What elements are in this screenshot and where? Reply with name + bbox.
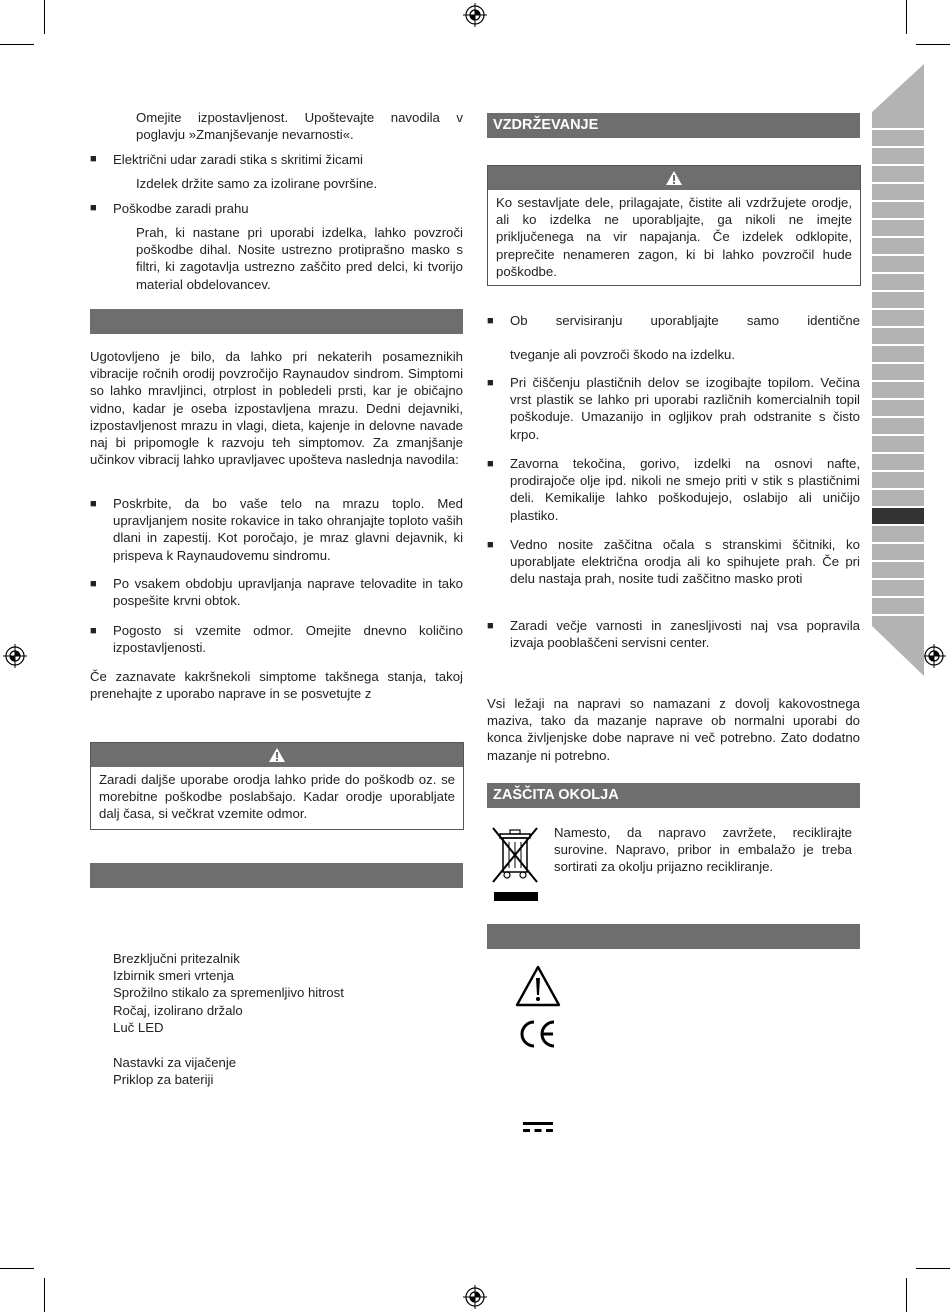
section-heading-parts — [90, 863, 463, 888]
exposure-paragraph: Omejite izpostavljenost. Upoštevajte navodila v poglavju »Zmanjševanje nevarnosti«. — [136, 110, 463, 143]
symptoms-paragraph: Če zaznavate kakršnekoli simptome takšnega stanja, takoj prenehajte z uporabo naprave in se posvetujte z — [90, 669, 463, 702]
vibration-bullet-breaks: Pogosto si vzemite odmor. Omejite dnevno količino izpostavljenosti. — [113, 623, 463, 656]
tab-strip-top-triangle — [872, 64, 924, 112]
language-tab[interactable] — [872, 184, 924, 200]
language-tab[interactable] — [872, 454, 924, 470]
language-tab[interactable] — [872, 328, 924, 344]
language-tab[interactable] — [872, 472, 924, 488]
registration-mark-left-icon — [3, 644, 27, 668]
language-tab[interactable] — [872, 292, 924, 308]
environment-text: Namesto, da napravo zavržete, reciklirajte surovine. Napravo, pribor in embalažo je treba sortirati za okolju prijazno recikliranje. — [554, 825, 852, 875]
part-item: Brezključni pritezalnik — [113, 951, 240, 966]
vibration-paragraph: Ugotovljeno je bilo, da lahko pri nekaterih posameznikih vibracije ročnih orodij povzročijo Raynaudov sindrom. Simptomi so lahko mravljinci, otrplost in pobledeli prsti, kar je običajno vidno, kadar je oseba izpostavljena mrazu. Dedni dejavniki, izpostavljenost mrazu in vlagi, dieta, kajenje in delovne navade naj bi pripomogle k razvoju teh simptomov. Za zmanjšanje učinkov vibracij lahko upravljavec upošteva naslednja navodila: — [90, 349, 463, 468]
parts-list — [113, 950, 463, 1036]
language-tab[interactable] — [872, 220, 924, 236]
language-tab[interactable] — [872, 166, 924, 182]
language-tab[interactable] — [872, 274, 924, 290]
bullet-icon: ■ — [90, 578, 97, 590]
bullet-service-parts: Ob servisiranju uporabljajte samo identične — [510, 313, 860, 328]
registration-mark-bottom-icon — [463, 1285, 487, 1309]
language-tab[interactable] — [872, 580, 924, 596]
warning-triangle-icon — [268, 747, 286, 763]
language-tab[interactable] — [872, 202, 924, 218]
language-tab[interactable] — [872, 256, 924, 272]
part-item: Sprožilno stikalo za spremenljivo hitrost — [113, 985, 344, 1001]
bullet-fluids: Zavorna tekočina, gorivo, izdelki na osnovi nafte, prodirajoče olje ipd. nikoli ne smejo priti v stik s plastičnimi deli. Kemikalije lahko poškodujejo, oslabijo ali uničijo plastiko. — [510, 456, 860, 523]
language-tab[interactable] — [872, 364, 924, 380]
language-tab[interactable] — [872, 616, 924, 626]
language-tab[interactable] — [872, 130, 924, 146]
crop-mark-top-left-v — [44, 0, 45, 34]
vibration-bullet-exercise: Po vsakem obdobju upravljanja naprave telovadite in tako pospešite krvni obtok. — [113, 576, 463, 609]
dust-hazard-text: Prah, ki nastane pri uporabi izdelka, lahko povzroči poškodbe dihal. Nosite ustrezno protiprašno masko s filtri, ki zagotavlja ustrezno zaščito pred delci, ki tvorijo material obdelovancev. — [136, 225, 463, 292]
registration-mark-right-icon — [922, 644, 946, 668]
shock-hazard-text: Izdelek držite samo za izolirane površine. — [136, 176, 378, 191]
bullet-solvents: Pri čiščenju plastičnih delov se izogibajte topilom. Večina vrst plastik se lahko pri uporabi različnih komercialnih topil poškoduje. Umazanijo in ogljikov prah odstranite s čisto krpo. — [510, 375, 860, 442]
bullet-icon: ■ — [487, 620, 494, 632]
language-tab[interactable] — [872, 490, 924, 506]
crop-mark-top-right-v — [906, 0, 907, 34]
bullet-icon: ■ — [487, 315, 494, 327]
language-tab[interactable] — [872, 148, 924, 164]
warning-box-header — [488, 166, 860, 190]
warning-text-maintenance: Ko sestavljate dele, prilagajate, čistite ali vzdržujete orodje, ali ko izdelka ne uporabljajte, ga nikoli ne imejte priključenega na vir napajanja. Če izdelek odklopite, preprečite nenameren zagon, ki bi lahko povzročil hude poškodbe. — [496, 195, 852, 279]
warning-triangle-icon — [665, 170, 683, 186]
part-item: Luč LED — [113, 1019, 164, 1035]
vibration-bullet-warm: Poskrbite, da bo vaše telo na mrazu toplo. Med upravljanjem nosite rokavice in tako ohranjajte toploto vaših dlani in zapestij. Kot poročajo, je mraz glavni dejavnik, ki prispeva k Raynaudovemu sindromu. — [113, 496, 463, 563]
bullet-icon: ■ — [487, 377, 494, 389]
language-tab[interactable] — [872, 346, 924, 362]
bullet-service-parts-continued: tveganje ali povzroči škodo na izdelku. — [510, 347, 736, 362]
bullet-icon: ■ — [487, 539, 494, 551]
language-tab-active[interactable] — [872, 508, 924, 524]
language-tab[interactable] — [872, 400, 924, 416]
crop-mark-top-left-h — [0, 44, 34, 45]
language-tab[interactable] — [872, 112, 924, 128]
bullet-icon: ■ — [90, 202, 97, 214]
section-heading-symbols — [487, 924, 860, 949]
lubrication-paragraph: Vsi ležaji na napravi so namazani z dovolj kakovostnega maziva, tako da mazanje naprave ob normalni uporabi do konca življenjske dobe naprave ni več potrebno. Zato dodatno mazanje ni potrebno. — [487, 696, 860, 763]
section-heading-vibration — [90, 309, 463, 334]
weee-crossed-bin-icon — [489, 824, 541, 904]
language-tab[interactable] — [872, 382, 924, 398]
crop-mark-bottom-right-h — [916, 1268, 950, 1269]
crop-mark-bottom-right-v — [906, 1278, 907, 1312]
language-tab[interactable] — [872, 598, 924, 614]
language-tab[interactable] — [872, 310, 924, 326]
warning-box-header — [91, 743, 463, 767]
shock-hazard-title: Električni udar zaradi stika s skritimi žicami — [113, 152, 363, 167]
crop-mark-top-right-h — [916, 44, 950, 45]
dust-hazard-title: Poškodbe zaradi prahu — [113, 201, 249, 216]
caution-triangle-icon — [514, 964, 562, 1008]
language-tab[interactable] — [872, 418, 924, 434]
part-item: Nastavki za vijačenje — [113, 1055, 237, 1070]
part-item: Priklop za bateriji — [113, 1072, 214, 1088]
bullet-repairs: Zaradi večje varnosti in zanesljivosti naj vsa popravila izvaja pooblaščeni servisni center. — [510, 618, 860, 651]
parts-list-2 — [113, 1054, 463, 1088]
language-tab[interactable] — [872, 238, 924, 254]
crop-mark-bottom-left-h — [0, 1268, 34, 1269]
language-tab[interactable] — [872, 544, 924, 560]
bullet-icon: ■ — [90, 498, 97, 510]
bullet-icon: ■ — [90, 625, 97, 637]
ce-mark-icon — [516, 1018, 560, 1050]
part-item: Ročaj, izolirano držalo — [113, 1002, 243, 1018]
language-tab[interactable] — [872, 562, 924, 578]
bullet-safety-glasses: Vedno nosite zaščitna očala s stranskimi ščitniki, ko uporabljate električna orodja ali ko spihujete prah. Če pri delu nastaja prah, nosite tudi zaščitno masko proti — [510, 537, 860, 587]
warning-box-maintenance — [487, 165, 861, 286]
language-tab[interactable] — [872, 436, 924, 452]
tab-strip-bottom-triangle — [872, 626, 924, 676]
direct-current-icon — [522, 1120, 554, 1136]
section-heading-environment: ZAŠČITA OKOLJA — [487, 783, 860, 808]
warning-text-prolonged-use: Zaradi daljše uporabe orodja lahko pride do poškodb oz. se morebitne poškodbe poslabšajo. Kadar orodje uporabljate dalj časa, si večkrat vzemite odmor. — [99, 772, 455, 822]
bullet-icon: ■ — [90, 153, 97, 165]
crop-mark-bottom-left-v — [44, 1278, 45, 1312]
language-tab[interactable] — [872, 526, 924, 542]
warning-box-prolonged-use — [90, 742, 464, 830]
part-item: Izbirnik smeri vrtenja — [113, 968, 234, 984]
section-heading-maintenance: VZDRŽEVANJE — [487, 113, 860, 138]
bullet-icon: ■ — [487, 458, 494, 470]
registration-mark-top-icon — [463, 3, 487, 27]
